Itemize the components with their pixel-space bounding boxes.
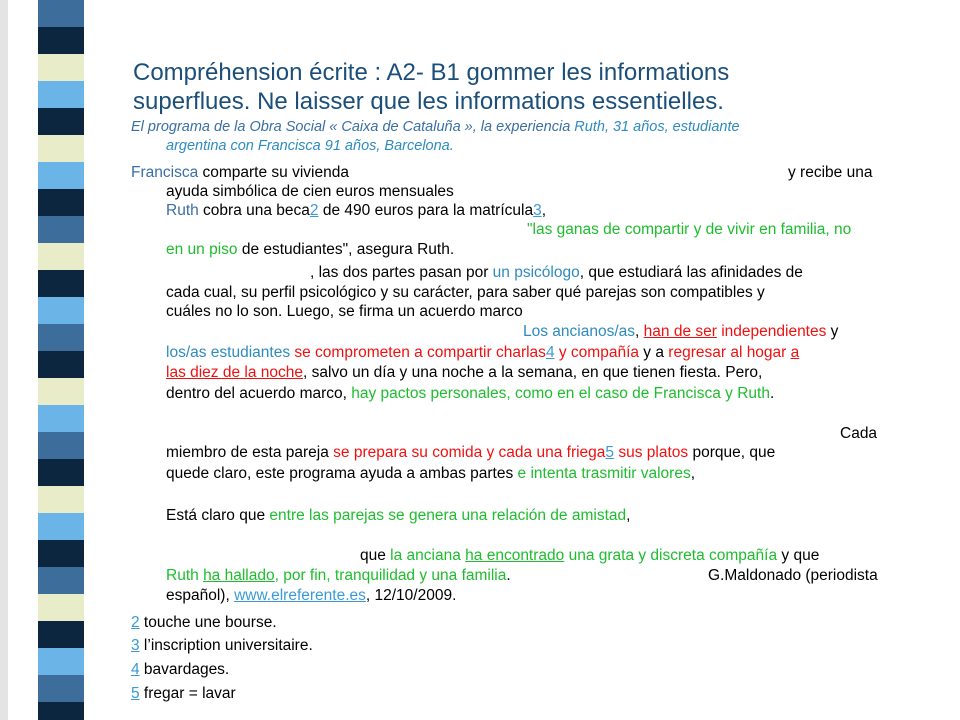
text-line-8: cuáles no lo son. Luego, se firma un acuerdo marco xyxy=(166,303,523,320)
intro-line-2: argentina con Francisca 91 años, Barcelona. xyxy=(166,138,454,154)
slide-title xyxy=(133,58,933,116)
text-l17c: ha encontrado xyxy=(465,547,565,564)
text-l6a: , las dos partes pasan por xyxy=(310,264,493,281)
text-l17b: la anciana xyxy=(390,547,466,564)
footnote-4-text: bavardages. xyxy=(139,661,230,678)
footnote-3-anchor[interactable]: 3 xyxy=(131,637,140,654)
text-l6b: un psicólogo xyxy=(492,264,580,281)
footnote-4 xyxy=(131,660,229,679)
text-line-7: cada cual, su perfil psicológico y su carácter, para saber qué parejas son compatibles y xyxy=(166,284,765,301)
text-l5b: de estudiantes", asegura Ruth. xyxy=(237,241,455,258)
footnote-2 xyxy=(131,613,277,632)
text-l14b: se prepara su comida y cada una friega xyxy=(333,444,606,461)
text-line-6 xyxy=(310,263,803,282)
text-l17d: una grata y discreta compañía xyxy=(564,547,778,564)
text-l11b: , salvo un día y una noche a la semana, en que tienen fiesta. Pero, xyxy=(303,364,763,381)
text-line-10 xyxy=(166,343,799,362)
footnote-ref-2[interactable]: 2 xyxy=(309,202,319,219)
footnote-5-text: fregar = lavar xyxy=(139,685,236,702)
title-line-1: Compréhension écrite : A2- B1 gommer les informations xyxy=(133,59,730,86)
intro-text-a: El programa de la Obra Social « Caixa de Cataluña », la experiencia xyxy=(131,119,571,135)
text-line-18-end: G.Maldonado (periodista xyxy=(708,567,878,584)
text-l18d: . xyxy=(506,567,511,584)
text-line-5 xyxy=(166,240,454,259)
text-l11a: las diez de la noche xyxy=(166,364,304,381)
text-line-1 xyxy=(131,163,349,182)
text-l17e: y que xyxy=(777,547,820,564)
text-l10a: los/as estudiantes xyxy=(166,344,291,361)
footnote-2-anchor[interactable]: 2 xyxy=(131,614,140,631)
text-l18a: Ruth xyxy=(166,567,204,584)
footnote-5-anchor[interactable]: 5 xyxy=(131,685,140,702)
text-line-13: Cada xyxy=(840,425,878,442)
text-line-2: ayuda simbólica de cien euros mensuales xyxy=(166,183,454,200)
text-l18b: ha hallado xyxy=(203,567,275,584)
text-line-3 xyxy=(166,201,546,220)
text-l16c: , xyxy=(626,507,631,524)
text-line-11 xyxy=(166,363,762,382)
title-line-2: superflues. Ne laisser que les informations essentielles. xyxy=(133,88,724,115)
text-l16a: Está claro que xyxy=(166,507,270,524)
text-l12a: dentro del acuerdo marco, xyxy=(166,385,352,402)
source-link[interactable]: www.elreferente.es xyxy=(234,587,366,604)
footnote-3 xyxy=(131,636,313,655)
text-l16b: entre las parejas se genera una relación de amistad xyxy=(269,507,627,524)
text-l12c: . xyxy=(769,385,775,402)
text-line-17 xyxy=(360,546,819,565)
text-l9b: , xyxy=(635,323,644,340)
text-l15b: e intenta trasmitir valores xyxy=(517,465,691,482)
text-l3c: de 490 euros para la matrícula xyxy=(318,202,534,219)
text-l3d: , xyxy=(541,202,547,219)
text-l18c: , por fin, tranquilidad y una familia xyxy=(274,567,507,584)
text-l14a: miembro de esta pareja xyxy=(166,444,334,461)
text-l9a: Los ancianos/as xyxy=(523,323,636,340)
text-l10b: se comprometen a compartir charlas xyxy=(290,344,546,361)
text-line-14 xyxy=(166,443,775,462)
text-line-4: "las ganas de compartir y de vivir en familia, no xyxy=(527,221,852,238)
footnote-2-text: touche une bourse. xyxy=(139,614,277,631)
francisca-name: Francisca xyxy=(131,164,199,181)
text-line-1-end: y recibe una xyxy=(788,164,873,181)
text-l3b: cobra una beca xyxy=(198,202,310,219)
text-line-9 xyxy=(523,322,838,341)
text-line-19 xyxy=(166,586,456,605)
text-l14c: sus platos xyxy=(614,444,689,461)
intro-text-b: Ruth, 31 años, estudiante xyxy=(570,119,740,135)
text-l15c: , xyxy=(690,465,696,482)
text-l6c: , que estudiará las afinidades de xyxy=(579,264,803,281)
text-l15a: quede claro, este programa ayuda a ambas partes xyxy=(166,465,518,482)
text-l9d: independientes xyxy=(716,323,827,340)
text-l10f: a xyxy=(790,344,800,361)
text-line-18 xyxy=(166,566,511,585)
text-l9e: y xyxy=(826,323,839,340)
decorative-square-strip xyxy=(0,0,105,720)
footnote-3-text: l’inscription universitaire. xyxy=(139,637,313,654)
ruth-name: Ruth xyxy=(166,202,199,219)
text-line-16 xyxy=(166,506,630,525)
footnote-4-anchor[interactable]: 4 xyxy=(131,661,140,678)
text-l19c: , 12/10/2009. xyxy=(365,587,457,604)
text-l9c: han de ser xyxy=(643,323,717,340)
text-l10e: regresar al hogar xyxy=(668,344,787,361)
text-l10c: y compañía xyxy=(554,344,639,361)
footnote-5 xyxy=(131,684,236,703)
text-l17a: que xyxy=(360,547,391,564)
text-l19a: español), xyxy=(166,587,235,604)
text-l5a: en un piso xyxy=(166,241,238,258)
footnote-ref-4[interactable]: 4 xyxy=(545,344,555,361)
text-l1b: comparte su vivienda xyxy=(198,164,349,181)
intro-line-1 xyxy=(131,118,740,137)
text-l14d: porque, que xyxy=(688,444,776,461)
text-l12b: hay pactos personales, como en el caso de Francisca y Ruth xyxy=(351,385,770,402)
text-l10d: y a xyxy=(639,344,669,361)
footnote-ref-5[interactable]: 5 xyxy=(605,444,615,461)
text-line-15 xyxy=(166,464,695,483)
text-line-12 xyxy=(166,384,774,403)
footnote-ref-3[interactable]: 3 xyxy=(533,202,542,219)
